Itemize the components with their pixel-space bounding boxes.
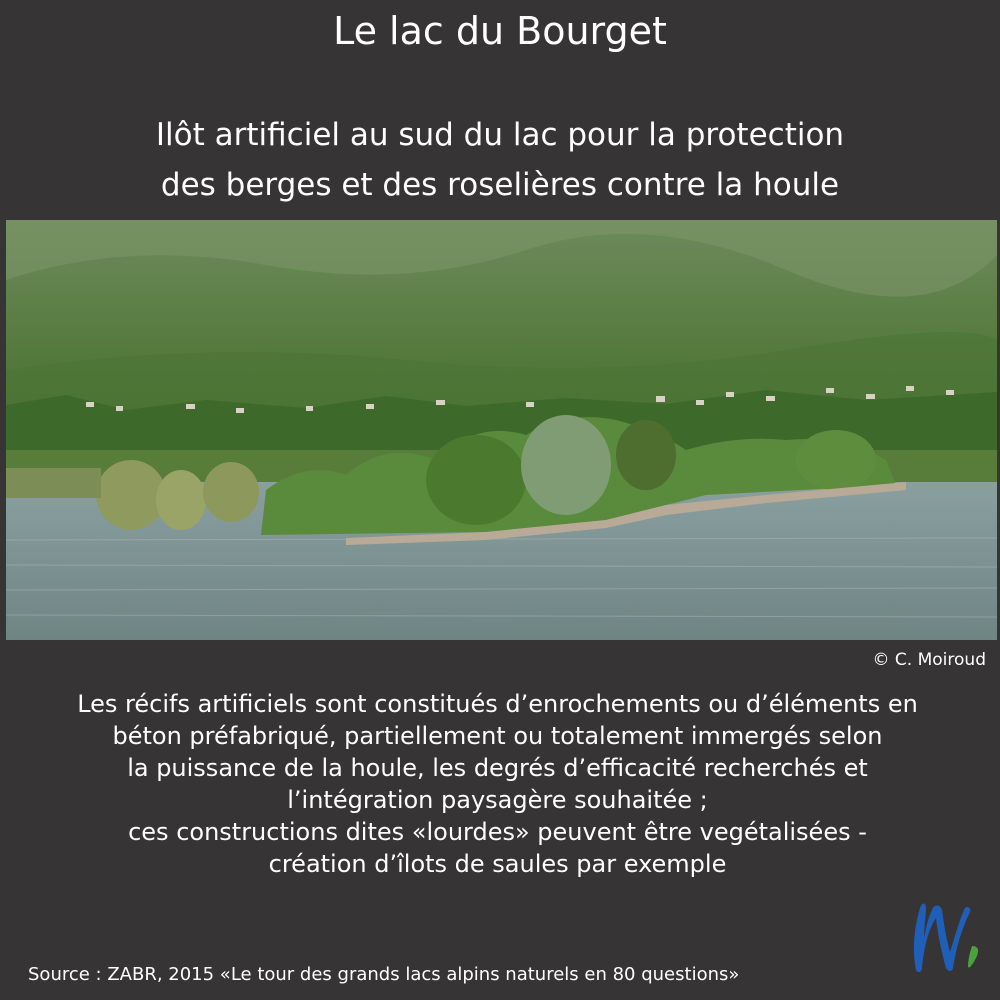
page-subtitle	[60, 110, 940, 210]
description-line: ces constructions dites «lourdes» peuvent être vegétalisées -	[128, 818, 867, 846]
description-line: création d’îlots de saules par exemple	[268, 850, 727, 878]
page-title: Le lac du Bourget	[333, 9, 667, 53]
description-text	[20, 688, 975, 880]
description-line: Les récifs artificiels sont constitués d’enrochements ou d’éléments en	[77, 690, 918, 718]
source-citation: Source : ZABR, 2015 «Le tour des grands lacs alpins naturels en 80 questions»	[28, 964, 740, 985]
subtitle-line: Ilôt artificiel au sud du lac pour la protection	[155, 117, 845, 153]
subtitle-line: des berges et des roselières contre la houle	[160, 167, 840, 203]
photo-credit: © C. Moiroud	[872, 650, 986, 670]
description-line: l’intégration paysagère souhaitée ;	[287, 786, 708, 814]
lake-islet-photo	[6, 220, 997, 640]
description-line: la puissance de la houle, les degrés d’efficacité recherchés et	[127, 754, 868, 782]
m-logo-icon	[906, 888, 986, 980]
description-line: béton préfabriqué, partiellement ou totalement immergés selon	[112, 722, 883, 750]
